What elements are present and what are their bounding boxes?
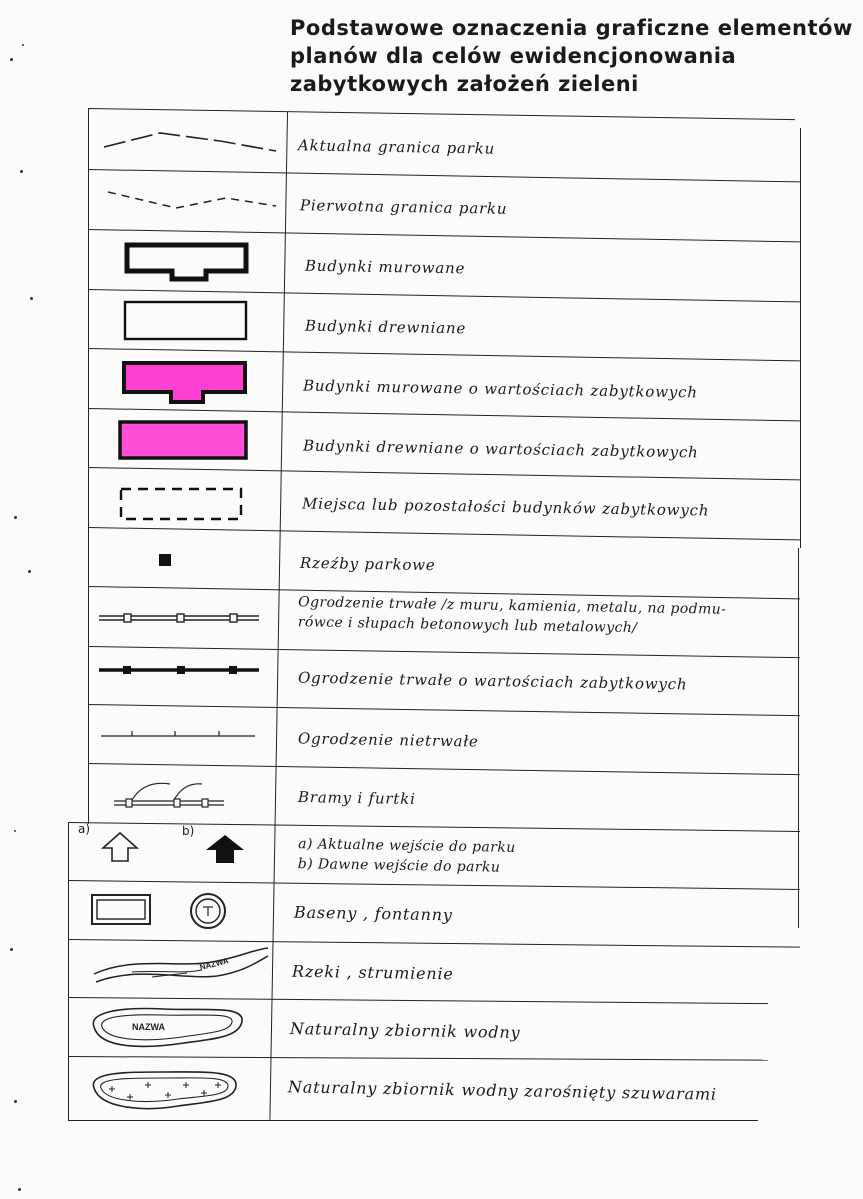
permanent-fence-symbol: [97, 608, 261, 628]
historic-brick-building-symbol: [121, 360, 251, 406]
legend-label: Budynki drewniane: [304, 316, 467, 338]
legend-label: Rzeki , strumienie: [291, 961, 454, 984]
table-divider: [269, 112, 288, 1120]
legend-label: Pierwotna granica parku: [299, 196, 508, 218]
pond-symbol: [84, 1003, 248, 1051]
original-boundary-symbol: [106, 186, 281, 214]
sculpture-symbol: [158, 553, 174, 569]
table-right-border-lower: [798, 548, 799, 928]
row-divider: [88, 467, 800, 480]
legend-label: Bramy i furtki: [297, 787, 416, 809]
legend-label-line-2: b) Dawne wejście do parku: [297, 856, 501, 876]
scan-speck: [28, 570, 31, 573]
table-top-border: [88, 108, 795, 120]
table-left-border-upper: [88, 108, 89, 824]
legend-label: [298, 834, 516, 878]
row-divider: [68, 822, 800, 832]
scan-speck: [18, 1188, 21, 1191]
scan-speck: [14, 1100, 17, 1103]
pool-symbol: [90, 893, 154, 927]
historic-fence-symbol: [97, 661, 261, 679]
river-symbol: [92, 944, 270, 992]
scan-speck: [10, 58, 13, 61]
legend-label: Ogrodzenie trwałe o wartościach zabytkowych: [297, 668, 688, 694]
sub-label-a: a): [78, 822, 91, 836]
gate-symbol: [112, 778, 230, 810]
former-building-site-symbol: [118, 486, 246, 524]
fountain-symbol: [188, 892, 228, 932]
legend-label: Budynki murowane: [304, 256, 466, 278]
legend-label: Baseny , fontanny: [293, 902, 453, 925]
brick-building-symbol: [124, 242, 250, 282]
scan-speck: [14, 830, 16, 832]
legend-label: Rzeźby parkowe: [299, 553, 436, 575]
former-entrance-arrow-icon: [204, 833, 246, 865]
row-divider: [88, 229, 800, 242]
title-line-3: zabytkowych założeń zieleni: [290, 72, 639, 96]
row-divider: [68, 1056, 768, 1061]
scan-speck: [20, 170, 23, 173]
legend-label-line-1: Ogrodzenie trwałe /z muru, kamienia, metalu, na podmu-: [298, 594, 727, 618]
current-entrance-arrow-icon: [101, 831, 139, 863]
legend-label: Naturalny zbiornik wodny: [289, 1018, 521, 1043]
reed-marks: [109, 1082, 221, 1100]
historic-wooden-building-symbol: [118, 420, 248, 462]
row-divider: [88, 704, 800, 716]
legend-label: Miejsca lub pozostałości budynków zabytkowych: [301, 494, 710, 520]
scan-speck: [14, 516, 17, 519]
legend-label: Naturalny zbiornik wodny zarośnięty szuwarami: [287, 1077, 717, 1104]
row-divider: [88, 169, 800, 182]
sub-label-b: b): [182, 824, 195, 838]
legend-label: Aktualna granica parku: [297, 136, 496, 158]
row-divider: [68, 880, 800, 890]
title-line-2: planów dla celów ewidencjonowania: [290, 44, 737, 68]
title-line-1: Podstawowe oznaczenia graficzne elementów: [290, 16, 853, 40]
legend-label-line-2: rówce i słupach betonowych lub metalowych/: [297, 614, 638, 637]
legend-label-line-1: a) Aktualne wejście do parku: [298, 836, 516, 856]
legend-label: Ogrodzenie nietrwałe: [297, 729, 479, 751]
legend-label: Budynki drewniane o wartościach zabytkowych: [302, 436, 699, 462]
row-divider: [88, 763, 800, 775]
row-divider: [88, 527, 800, 540]
wooden-building-symbol: [123, 300, 249, 342]
reedy-pond-symbol: [86, 1064, 242, 1114]
table-right-border: [800, 128, 801, 548]
legend-label: [298, 592, 727, 639]
river-name-text: NAZWA: [198, 956, 230, 973]
scan-speck: [22, 44, 24, 46]
table-left-border-lower: [68, 822, 69, 1120]
current-boundary-symbol: [100, 125, 280, 155]
table-bottom-border: [68, 1120, 758, 1121]
scan-speck: [30, 297, 33, 300]
pond-name-text: NAZWA: [132, 1022, 165, 1032]
temporary-fence-symbol: [99, 727, 257, 741]
scan-speck: [10, 948, 13, 951]
row-divider: [88, 646, 800, 658]
legend-label: Budynki murowane o wartościach zabytkowych: [302, 376, 698, 402]
